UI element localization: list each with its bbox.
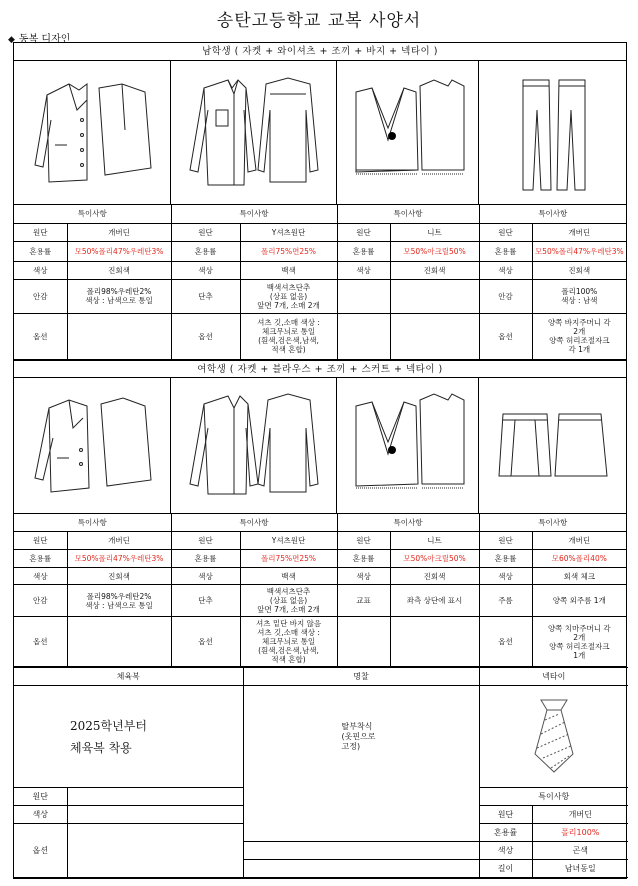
bottom-table <box>14 667 628 878</box>
spec-value: 폴리98%우레탄2% 색상 : 남색으로 통일 <box>67 585 171 617</box>
blouse-icon <box>184 388 324 503</box>
diamond-bullet-icon: ◆ <box>8 35 15 45</box>
spec-label: 옵션 <box>14 313 67 359</box>
spec-value: 모50%폴리47%우레탄3% <box>532 241 626 261</box>
spec-label: 옵션 <box>171 313 240 359</box>
page-title: 송탄고등학교 교복 사양서 <box>216 11 422 31</box>
male-row-color <box>14 261 626 279</box>
spec-value: 진회색 <box>390 568 479 585</box>
spec-value <box>67 313 171 359</box>
spec-value: 진회색 <box>390 261 479 279</box>
pe-note-line: 체육복 착용 <box>70 740 132 755</box>
nametag-cell <box>243 686 479 842</box>
spec-label: 혼용률 <box>479 824 532 842</box>
spec-value <box>67 806 243 824</box>
spec-value: 개버딘 <box>532 806 628 824</box>
spec-label: 단추 <box>171 279 240 313</box>
spec-label: 원단 <box>479 532 532 550</box>
spec-value: 폴리100% 색상 : 남색 <box>532 279 626 313</box>
spec-label: 교표 <box>337 585 390 617</box>
female-row-blend <box>14 550 626 568</box>
spec-header: 특이사항 <box>479 205 626 223</box>
spec-header: 특이사항 <box>171 205 337 223</box>
spec-label: 안감 <box>14 585 67 617</box>
uniform-spec-sheet <box>13 42 627 879</box>
spec-value: 모60%폴리40% <box>532 550 626 568</box>
spec-label: 원단 <box>14 788 67 806</box>
nametag-note: 탈부착식 (옷핀으로 고정) <box>341 722 376 751</box>
nametag-empty <box>243 860 479 878</box>
skirt-icon <box>493 388 613 503</box>
spec-header: 특이사항 <box>337 514 479 532</box>
spec-label: 색상 <box>171 568 240 585</box>
spec-header: 특이사항 <box>14 514 171 532</box>
bottom-section <box>14 667 626 878</box>
spec-value: 폴리75%면25% <box>240 241 337 261</box>
vest-icon <box>348 388 468 503</box>
spec-label: 색상 <box>171 261 240 279</box>
female-skirt-drawing <box>479 378 626 513</box>
spec-value: 폴리98%우레탄2% 색상 : 남색으로 통일 <box>67 279 171 313</box>
spec-label: 원단 <box>479 806 532 824</box>
spec-value: 백색 <box>240 568 337 585</box>
spec-label: 혼용률 <box>171 241 240 261</box>
spec-value: 니트 <box>390 223 479 241</box>
spec-label: 색상 <box>479 261 532 279</box>
spec-label <box>337 617 390 667</box>
spec-label: 옵션 <box>14 617 67 667</box>
spec-value: 모50%아크릴50% <box>390 241 479 261</box>
spec-value: Y셔츠원단 <box>240 532 337 550</box>
female-header-row <box>14 514 626 532</box>
female-row-lining <box>14 585 626 617</box>
spec-value: 니트 <box>390 532 479 550</box>
spec-value <box>67 617 171 667</box>
male-row-fabric <box>14 223 626 241</box>
female-garment-images <box>14 378 626 514</box>
spec-value: 진회색 <box>532 261 626 279</box>
spec-label: 길이 <box>479 860 532 878</box>
pe-note-line: 2025학년부터 <box>70 718 147 733</box>
spec-value: 개버딘 <box>532 223 626 241</box>
spec-label: 원단 <box>171 223 240 241</box>
spec-value: 셔츠 깃,소매 색상 : 체크무늬로 통일 (흰색,검은색,남색, 적색 혼합) <box>240 313 337 359</box>
female-spec-table <box>14 514 626 668</box>
necktie-header: 넥타이 <box>479 668 628 686</box>
spec-label: 색상 <box>14 806 67 824</box>
spec-label: 옵션 <box>14 824 67 878</box>
spec-value: 폴리75%면25% <box>240 550 337 568</box>
spec-value: 개버딘 <box>67 223 171 241</box>
spec-value: 양쪽 치마주머니 각 2개 양쪽 허리조절자크 1개 <box>532 617 626 667</box>
spec-value: 모50%폴리47%우레탄3% <box>67 241 171 261</box>
spec-label: 혼용률 <box>14 241 67 261</box>
male-header-row <box>14 205 626 223</box>
male-row-lining <box>14 279 626 313</box>
pe-uniform-note <box>14 686 243 788</box>
spec-label: 옵션 <box>171 617 240 667</box>
spec-label: 색상 <box>479 842 532 860</box>
male-row-option <box>14 313 626 359</box>
spec-label: 원단 <box>337 223 390 241</box>
female-row-option <box>14 617 626 667</box>
male-jacket-drawing <box>14 61 171 204</box>
spec-label: 색상 <box>14 568 67 585</box>
nametag-empty <box>243 842 479 860</box>
spec-label: 원단 <box>14 223 67 241</box>
jacket-icon <box>27 388 157 503</box>
spec-value: 양쪽 외주름 1개 <box>532 585 626 617</box>
spec-value: 남녀동일 <box>532 860 628 878</box>
spec-label: 혼용률 <box>171 550 240 568</box>
spec-label: 단추 <box>171 585 240 617</box>
spec-value <box>390 279 479 313</box>
bottom-image-row <box>14 686 628 788</box>
spec-value: 개버딘 <box>67 532 171 550</box>
spec-label <box>337 313 390 359</box>
necktie-drawing <box>479 686 628 788</box>
tie-special-header: 특이사항 <box>479 788 628 806</box>
spec-value: 개버딘 <box>532 532 626 550</box>
spec-header: 특이사항 <box>171 514 337 532</box>
spec-value: 회색 체크 <box>532 568 626 585</box>
spec-label: 원단 <box>337 532 390 550</box>
vest-icon <box>348 70 468 195</box>
spec-label: 혼용률 <box>479 550 532 568</box>
spec-label: 원단 <box>171 532 240 550</box>
female-jacket-drawing <box>14 378 171 513</box>
male-banner: 남학생 ( 자켓 + 와이셔츠 + 조끼 + 바지 + 넥타이 ) <box>14 43 626 61</box>
spec-label: 안감 <box>479 279 532 313</box>
spec-label: 색상 <box>337 568 390 585</box>
spec-header: 특이사항 <box>479 514 626 532</box>
spec-label: 혼용률 <box>337 241 390 261</box>
female-vest-drawing <box>337 378 479 513</box>
spec-value: 백색셔츠단추 (상표 없음) 앞면 7개, 소매 2개 <box>240 279 337 313</box>
spec-label: 원단 <box>14 532 67 550</box>
male-pants-drawing <box>479 61 626 204</box>
spec-value: 모50%아크릴50% <box>390 550 479 568</box>
female-row-color <box>14 568 626 585</box>
male-vest-drawing <box>337 61 479 204</box>
spec-value: 백색셔츠단추 (상표 없음) 앞면 7개, 소매 2개 <box>240 585 337 617</box>
spec-label: 색상 <box>479 568 532 585</box>
spec-label: 혼용률 <box>479 241 532 261</box>
spec-label: 혼용률 <box>14 550 67 568</box>
spec-label: 안감 <box>14 279 67 313</box>
male-garment-images <box>14 61 626 205</box>
spec-value: 양쪽 바지주머니 각 2개 양쪽 허리조절자크 각 1개 <box>532 313 626 359</box>
spec-value: 좌측 상단에 표시 <box>390 585 479 617</box>
spec-value: 진회색 <box>67 568 171 585</box>
spec-label: 원단 <box>479 223 532 241</box>
female-banner: 여학생 ( 자켓 + 블라우스 + 조끼 + 스커트 + 넥타이 ) <box>14 360 626 378</box>
spec-label: 옵션 <box>479 313 532 359</box>
spec-value <box>67 788 243 806</box>
shirt-icon <box>184 70 324 195</box>
spec-value: Y셔츠원단 <box>240 223 337 241</box>
spec-value: 곤색 <box>532 842 628 860</box>
spec-header: 특이사항 <box>14 205 171 223</box>
spec-value: 모50%폴리47%우레탄3% <box>67 550 171 568</box>
spec-value: 진회색 <box>67 261 171 279</box>
section-label-text: 동복 디자인 <box>18 34 71 45</box>
female-row-fabric <box>14 532 626 550</box>
male-shirt-drawing <box>171 61 337 204</box>
spec-label: 주름 <box>479 585 532 617</box>
necktie-icon <box>519 696 589 776</box>
male-row-blend <box>14 241 626 261</box>
spec-value: 폴리100% <box>532 824 628 842</box>
spec-value <box>67 824 243 878</box>
nametag-header: 명찰 <box>243 668 479 686</box>
jacket-icon <box>27 70 157 195</box>
pants-icon <box>493 70 613 195</box>
spec-header: 특이사항 <box>337 205 479 223</box>
spec-label <box>337 279 390 313</box>
spec-value: 셔츠 밑단 바지 않음 셔츠 깃,소매 색상 : 체크무늬로 통일 (흰색,검은색,남색, 적색 혼합) <box>240 617 337 667</box>
pe-uniform-header: 체육복 <box>14 668 243 686</box>
spec-value <box>390 313 479 359</box>
male-spec-table <box>14 205 626 360</box>
bottom-header-row <box>14 668 628 686</box>
spec-value <box>390 617 479 667</box>
spec-label: 색상 <box>337 261 390 279</box>
spec-label: 혼용률 <box>337 550 390 568</box>
spec-label: 색상 <box>14 261 67 279</box>
spec-label: 옵션 <box>479 617 532 667</box>
spec-value: 백색 <box>240 261 337 279</box>
female-blouse-drawing <box>171 378 337 513</box>
